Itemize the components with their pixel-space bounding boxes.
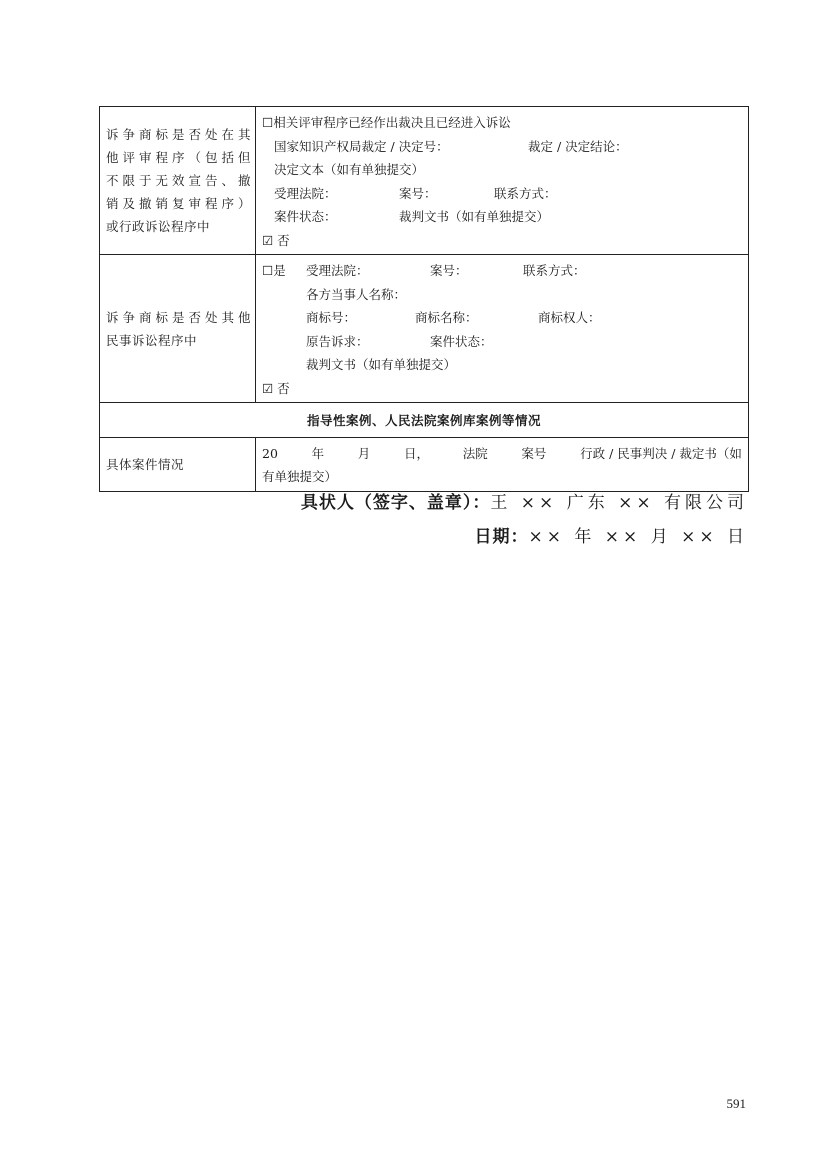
cnipa-decision-number-field[interactable]: 国家知识产权局裁定 / 决定号： <box>274 138 449 154</box>
signature-label: 具状人（签字、盖章）： <box>300 493 491 513</box>
civil-judgment-document-field[interactable]: 裁判文书（如有单独提交） <box>306 357 457 372</box>
guiding-cases-heading: 指导性案例、人民法院案例库案例等情况 <box>100 403 749 438</box>
case-year-field: 20 <box>262 446 278 461</box>
case-status-field[interactable]: 案件状态： <box>274 209 337 224</box>
guiding-cases-heading-row <box>100 403 749 438</box>
label-line: 销及撤销复审程序） <box>106 196 251 211</box>
civil-case-number-field[interactable]: 案号： <box>430 263 468 278</box>
civil-yes-checkbox[interactable]: ☐是 <box>262 263 286 278</box>
case-number-label: 案号 <box>521 446 547 461</box>
specific-cases-row <box>100 438 749 492</box>
case-month-unit: 月 <box>357 446 371 461</box>
signature-value: 王 ×× 广东 ×× 有限公司 <box>490 493 748 513</box>
label-line: 不限于无效宣告、撤 <box>106 173 251 188</box>
accepting-court-field[interactable]: 受理法院： <box>274 185 337 201</box>
case-court-field: 法院 <box>462 446 488 461</box>
review-procedure-content <box>256 107 749 255</box>
decision-text-field[interactable]: 决定文本（如有单独提交） <box>274 162 425 177</box>
trademark-name-field[interactable]: 商标名称： <box>415 310 478 325</box>
civil-no-checkbox[interactable]: ☑ 否 <box>262 380 290 396</box>
label-line: 民事诉讼程序中 <box>106 332 198 348</box>
review-litigation-checkbox[interactable]: ☐相关评审程序已经作出裁决且已经进入诉讼 <box>262 115 511 130</box>
case-day-unit: 日， <box>404 446 430 461</box>
civil-case-status-field[interactable]: 案件状态： <box>430 333 493 349</box>
contact-field[interactable]: 联系方式： <box>494 185 557 201</box>
judgment-document-field[interactable]: 裁判文书（如有单独提交） <box>399 209 550 224</box>
case-number-field[interactable]: 案号： <box>399 185 437 201</box>
decision-conclusion-field[interactable]: 裁定 / 决定结论： <box>528 138 628 154</box>
label-line: 诉争商标是否处其他 <box>106 309 251 325</box>
civil-litigation-row <box>100 255 749 403</box>
case-year-unit: 年 <box>311 446 325 461</box>
trademark-number-field[interactable]: 商标号： <box>306 310 357 325</box>
label-line: 或行政诉讼程序中 <box>106 219 211 234</box>
case-content-line-2: 有单独提交） <box>262 469 338 484</box>
date-line <box>475 522 748 547</box>
civil-court-field[interactable]: 受理法院： <box>306 263 369 278</box>
trademark-owner-field[interactable]: 商标权人： <box>538 310 601 325</box>
date-label: 日期： <box>474 527 529 547</box>
complaint-form-table <box>99 106 749 492</box>
signature-line <box>301 488 748 513</box>
civil-litigation-label <box>100 255 256 403</box>
specific-cases-content[interactable] <box>256 438 749 492</box>
date-value: ×× 年 ×× 月 ×× 日 <box>528 527 748 547</box>
case-document-type: 行政 / 民事判决 / 裁定书（如 <box>580 446 742 461</box>
label-line: 诉争商标是否处在其 <box>106 127 251 142</box>
page-number: 591 <box>726 1096 746 1111</box>
civil-contact-field[interactable]: 联系方式： <box>523 263 586 278</box>
specific-cases-label: 具体案件情况 <box>100 438 256 492</box>
civil-litigation-content <box>256 255 749 403</box>
review-procedure-row <box>100 107 749 255</box>
parties-name-field[interactable]: 各方当事人名称： <box>306 286 407 302</box>
label-line: 他评审程序（包括但 <box>106 150 251 165</box>
review-procedure-label <box>100 107 256 255</box>
plaintiff-claim-field[interactable]: 原告诉求： <box>306 333 369 349</box>
review-no-checkbox[interactable]: ☑ 否 <box>262 232 290 248</box>
